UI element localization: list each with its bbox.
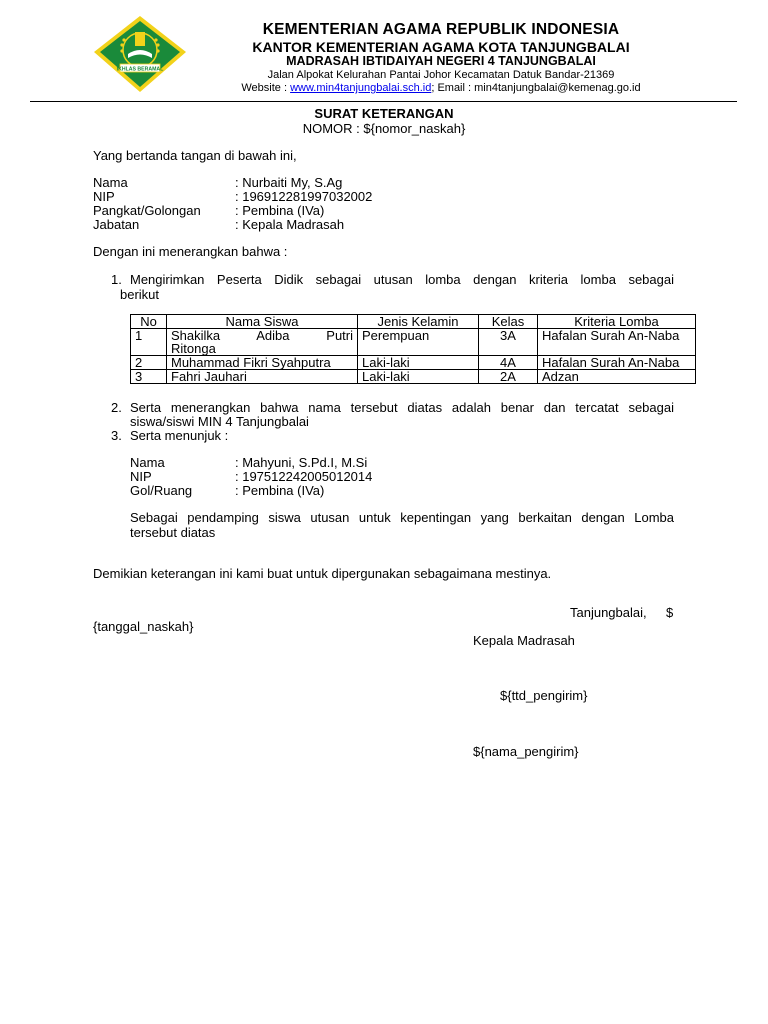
place-dollar: $ <box>666 605 674 620</box>
table-row <box>131 356 696 370</box>
table-header-row <box>131 315 696 329</box>
signer-value-jabatan: : Kepala Madrasah <box>235 217 345 232</box>
cell-no: 2 <box>131 356 167 370</box>
letterhead <box>200 22 682 94</box>
opening-line: Yang bertanda tangan di bawah ini, <box>93 148 297 163</box>
companion-value-nip: : 197512242005012014 <box>235 469 373 484</box>
item3-number: 3. <box>111 428 122 443</box>
signer-label-nip: NIP <box>93 189 115 204</box>
website-link[interactable]: www.min4tanjungbalai.sch.id <box>290 82 432 94</box>
companion-label-nama: Nama <box>130 455 165 470</box>
header-jenis-kelamin: Jenis Kelamin <box>358 315 479 329</box>
item2-text-cont: siswa/siswi MIN 4 Tanjungbalai <box>130 414 309 429</box>
cell-nama: Shakilka Adiba Putri Ritonga <box>167 329 358 356</box>
cell-kriteria: Hafalan Surah An-Naba <box>538 329 696 356</box>
cell-kelas: 4A <box>479 356 538 370</box>
signer-value-nama: : Nurbaiti My, S.Ag <box>235 175 343 190</box>
item2-text: Serta menerangkan bahwa nama tersebut diatas adalah benar dan tercatat sebagai <box>130 400 674 415</box>
signature-placeholder: ${ttd_pengirim} <box>500 688 588 703</box>
companion-note-cont: tersebut diatas <box>130 525 216 540</box>
companion-value-nama: : Mahyuni, S.Pd.I, M.Si <box>235 455 368 470</box>
cell-kelas: 3A <box>479 329 538 356</box>
letter-number: NOMOR : ${nomor_naskah} <box>302 121 466 136</box>
cell-jenis-kelamin: Laki-laki <box>358 370 479 384</box>
signer-label-jabatan: Jabatan <box>93 217 140 232</box>
companion-value-gol: : Pembina (IVa) <box>235 483 325 498</box>
school-name: MADRASAH IBTIDAIYAH NEGERI 4 TANJUNGBALAI <box>286 53 596 68</box>
header-divider <box>30 101 737 102</box>
signer-name-placeholder: ${nama_pengirim} <box>473 744 579 759</box>
place-label: Tanjungbalai, <box>570 605 647 620</box>
cell-jenis-kelamin: Laki-laki <box>358 356 479 370</box>
cell-nama: Muhammad Fikri Syahputra <box>167 356 358 370</box>
cell-kelas: 2A <box>479 370 538 384</box>
competition-table <box>130 314 696 384</box>
companion-label-nip: NIP <box>130 469 152 484</box>
header-kriteria-lomba: Kriteria Lomba <box>538 315 696 329</box>
office-name: KANTOR KEMENTERIAN AGAMA KOTA TANJUNGBALAI <box>252 38 630 55</box>
table-row <box>131 370 696 384</box>
item1-text-cont: berikut <box>120 287 160 302</box>
contact-line: Website : www.min4tanjungbalai.sch.id; Email : min4tanjungbalai@kemenag.go.id <box>241 82 641 94</box>
item1-text: Mengirimkan Peserta Didik sebagai utusan lomba dengan kriteria lomba sebagai <box>130 272 674 287</box>
companion-note: Sebagai pendamping siswa utusan untuk kepentingan yang berkaitan dengan Lomba <box>130 510 674 525</box>
item1-number: 1. <box>111 272 122 287</box>
header-no: No <box>131 315 167 329</box>
cell-nama: Fahri Jauhari <box>167 370 358 384</box>
signer-label-nama: Nama <box>93 175 128 190</box>
cell-no: 3 <box>131 370 167 384</box>
item3-text: Serta menunjuk : <box>130 428 229 443</box>
header-nama-siswa: Nama Siswa <box>167 315 358 329</box>
table-row <box>131 329 696 356</box>
statement-line: Dengan ini menerangkan bahwa : <box>93 244 288 259</box>
kemenag-logo <box>92 14 188 94</box>
svg-text:IKHLAS BERAMAL: IKHLAS BERAMAL <box>116 66 164 73</box>
ministry-name: KEMENTERIAN AGAMA REPUBLIK INDONESIA <box>262 21 620 38</box>
letter-title: SURAT KETERANGAN <box>314 106 454 121</box>
signer-value-pangkat: : Pembina (IVa) <box>235 203 325 218</box>
cell-kriteria: Adzan <box>538 370 696 384</box>
header-kelas: Kelas <box>479 315 538 329</box>
cell-jenis-kelamin: Perempuan <box>358 329 479 356</box>
signer-label-pangkat: Pangkat/Golongan <box>93 203 201 218</box>
signer-position: Kepala Madrasah <box>473 633 575 648</box>
cell-kriteria: Hafalan Surah An-Naba <box>538 356 696 370</box>
item2-number: 2. <box>111 400 122 415</box>
school-address: Jalan Alpokat Kelurahan Pantai Johor Kecamatan Datuk Bandar-21369 <box>267 69 615 81</box>
cell-no: 1 <box>131 329 167 356</box>
date-placeholder: {tanggal_naskah} <box>93 619 194 634</box>
signer-value-nip: : 196912281997032002 <box>235 189 373 204</box>
closing-line: Demikian keterangan ini kami buat untuk dipergunakan sebagaimana mestinya. <box>93 566 552 581</box>
companion-label-gol: Gol/Ruang <box>130 483 193 498</box>
